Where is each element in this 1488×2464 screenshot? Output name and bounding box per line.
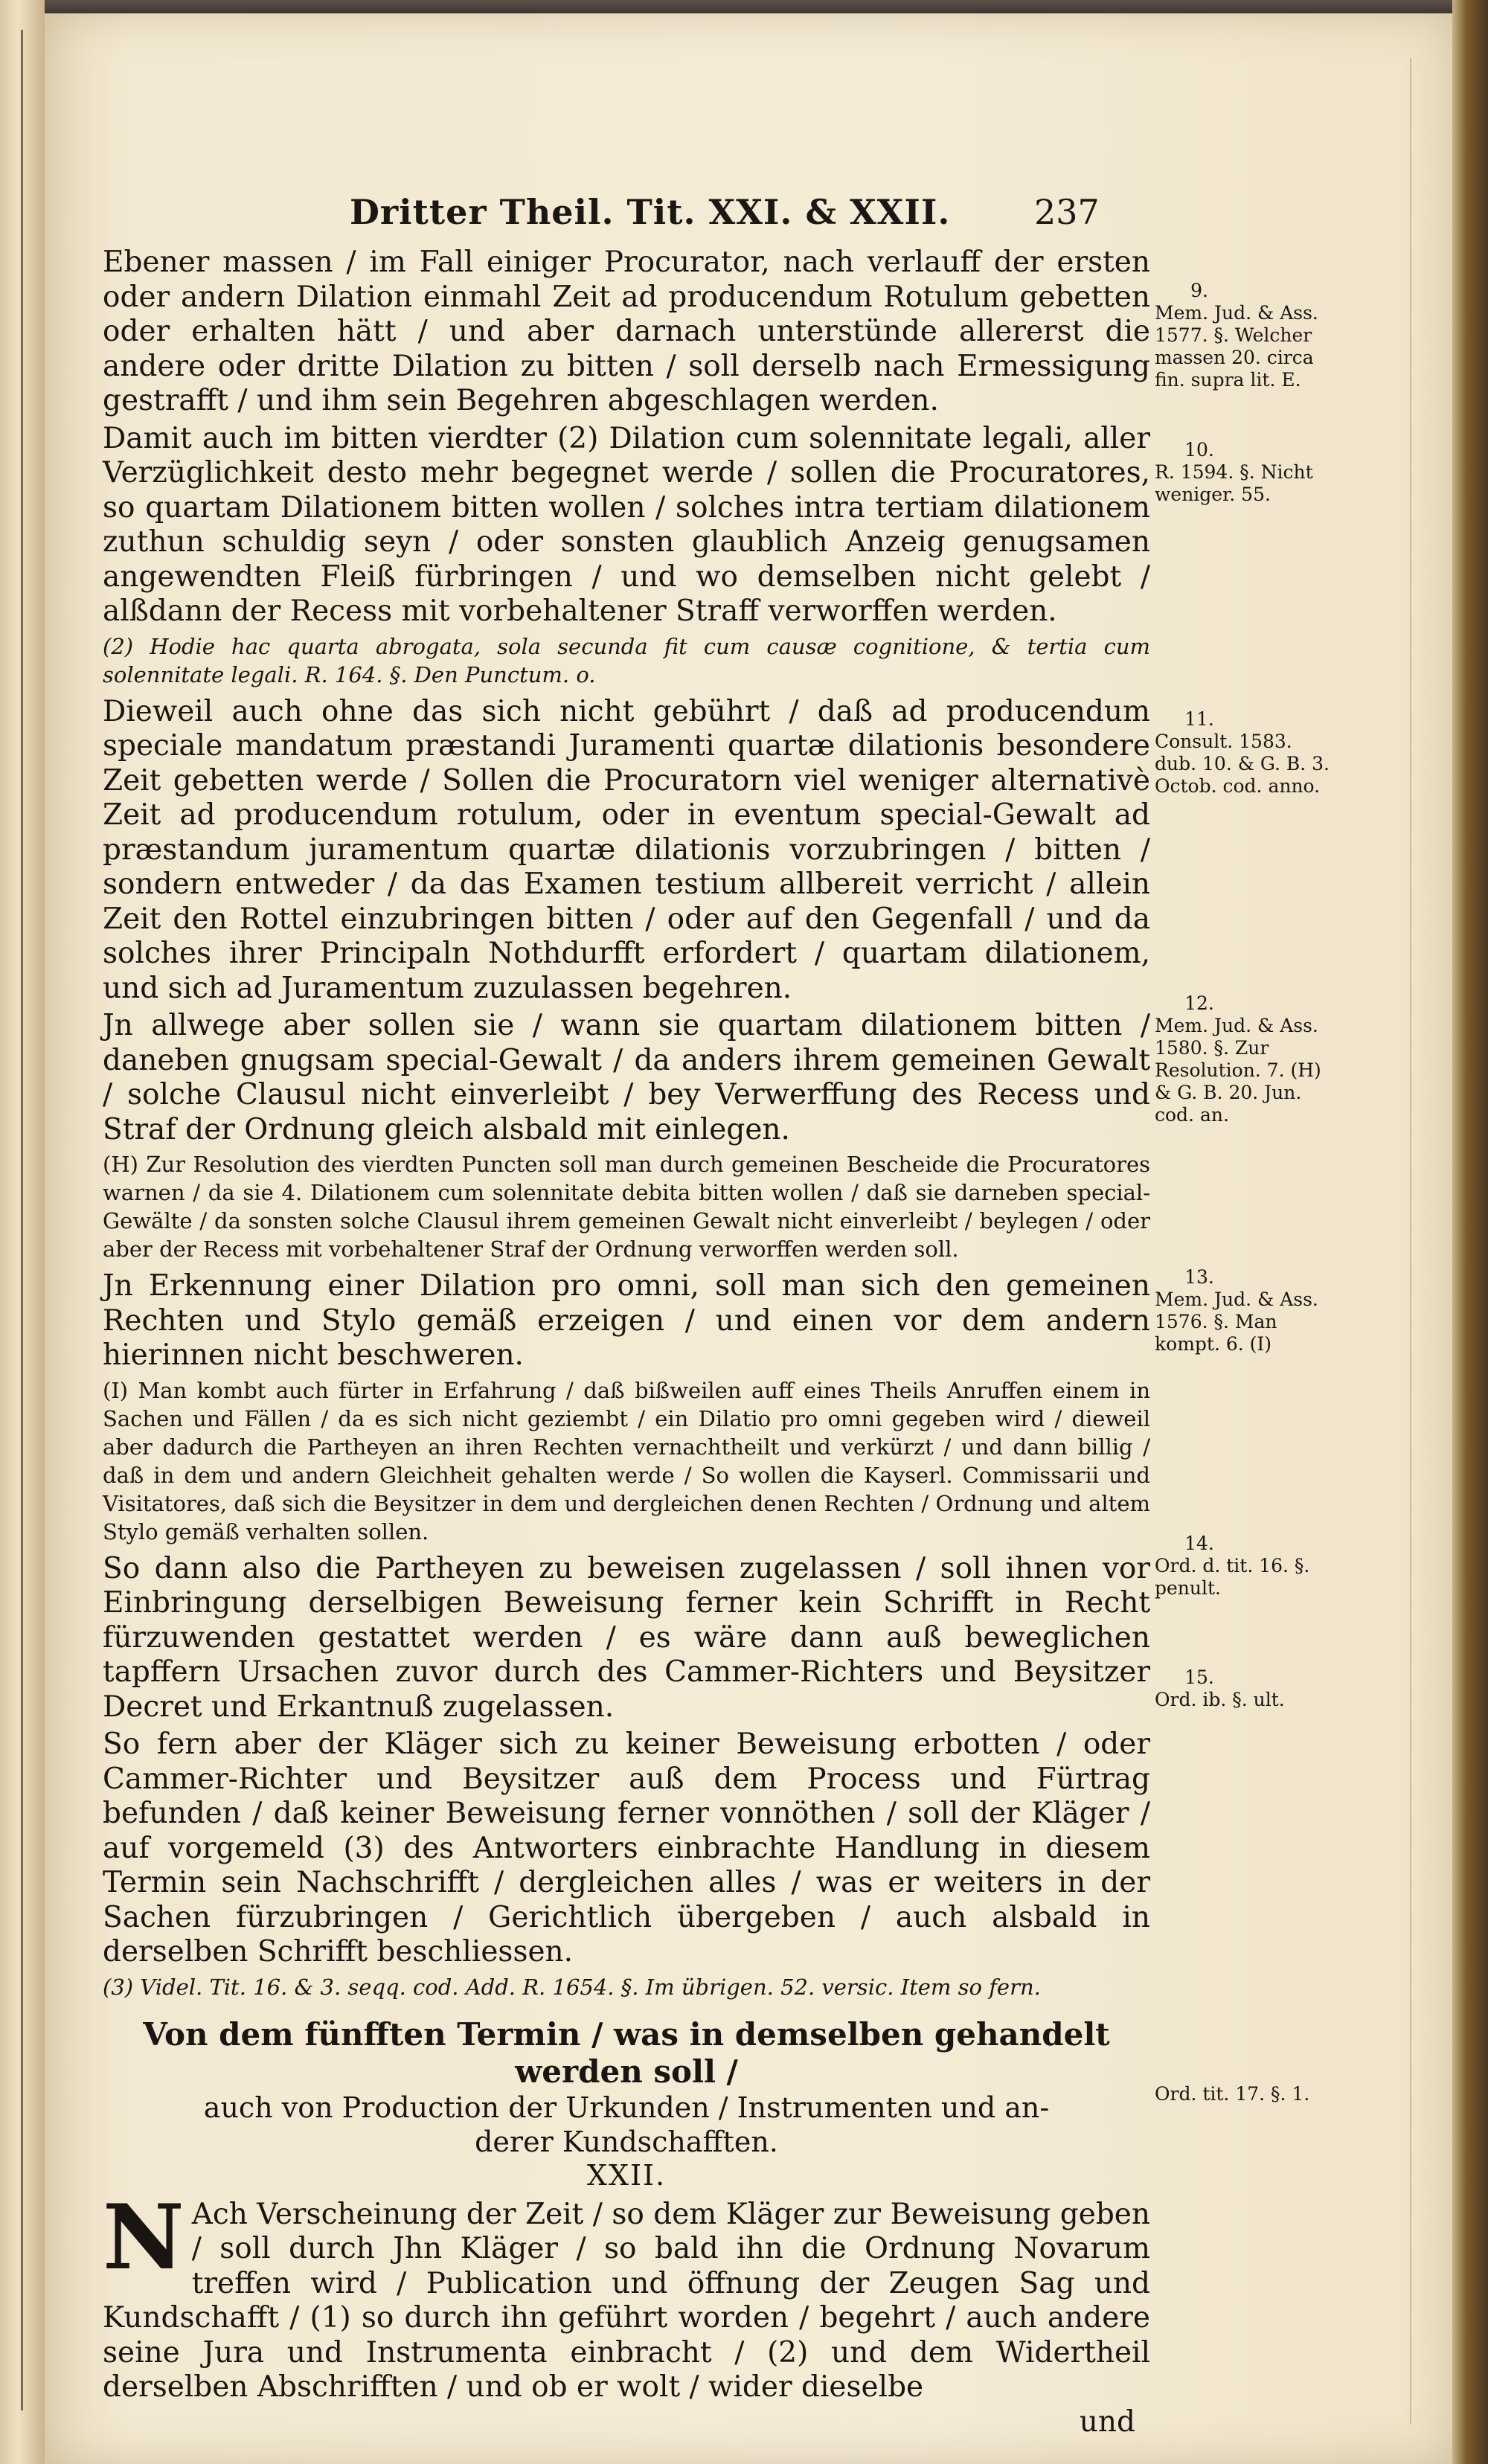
page-fold-line bbox=[1410, 58, 1411, 2424]
margin-note-text: Mem. Jud. & Ass. 1580. §. Zur Resolution. 7. (H) & G. B. 20. Jun. cod. an. bbox=[1155, 1015, 1321, 1126]
paragraph-text: Ach Verscheinung der Zeit / so dem Kläger zur Beweisung geben / soll durch Jhn Kläger / so bald ihn die Ordnung Novarum treffen wird / Publication und öffnung der Zeugen Sag und Kundschafft / (1) so durch ihn geführt worden / begehrt / auch andere seine Jura und Instrumenta einbracht / (2) und dem Widertheil derselben Abschrifften / und ob er wolt / wider dieselbe bbox=[103, 2197, 1150, 2404]
section-number: XXII. bbox=[586, 2158, 667, 2192]
page-header bbox=[350, 192, 1146, 237]
catchword: und bbox=[1079, 2404, 1135, 2439]
margin-note bbox=[1155, 992, 1333, 1126]
drop-cap: N bbox=[103, 2184, 185, 2290]
book-spine bbox=[0, 0, 45, 2464]
margin-note-number: 14. bbox=[1184, 1533, 1214, 1554]
margin-note bbox=[1155, 280, 1333, 391]
margin-note-number: 9. bbox=[1190, 280, 1208, 301]
margin-note-number: 13. bbox=[1184, 1266, 1214, 1288]
paragraph-with-drop-cap bbox=[103, 2184, 1150, 2405]
margin-note-text: Ord. d. tit. 16. §. penult. bbox=[1155, 1555, 1310, 1599]
margin-note-number: 11. bbox=[1184, 708, 1214, 730]
margin-note-text: Mem. Jud. & Ass. 1576. §. Man kompt. 6. (I) bbox=[1155, 1289, 1318, 1355]
margin-note bbox=[1155, 708, 1333, 798]
margin-note-text: Mem. Jud. & Ass. 1577. §. Welcher massen 20. circa fin. supra lit. E. bbox=[1155, 302, 1318, 391]
paragraph: So dann also die Partheyen zu beweisen zugelassen / soll ihnen vor Einbringung derselbigen Beweisung ferner kein Schrifft in Recht fürzuwenden gestattet werden / es wäre dann auß beweglichen tapffern Ursachen zuvor durch des Cammer-Richters und Beysitzer Decret und Erkantnuß zugelassen. bbox=[103, 1551, 1150, 1724]
section-heading: Von dem fünfften Termin / was in demselben gehandelt werden soll / bbox=[143, 2015, 1110, 2090]
paragraph: Jn allwege aber sollen sie / wann sie quartam dilationem bitten / daneben gnugsam special-Gewalt / da anders ihrem gemeinen Gewalt / solche Clausul nicht einverleibt / bey Verwerffung des Recess und Straf der Ordnung gleich alsbald mit einlegen. bbox=[103, 1009, 1150, 1146]
margin-note bbox=[1155, 1266, 1333, 1355]
margin-note-number: 10. bbox=[1184, 439, 1214, 461]
footnote: (I) Man kombt auch fürter in Erfahrung / daß bißweilen auff eines Theils Anruffen einem in Sachen und Fällen / da es sich nicht geziembt / ein Dilatio pro omni gegeben wird / dieweil aber dadurch die Partheyen an ihren Rechten vernachtheilt und verkürzt / und dann billig / daß in dem und andern Gleichheit gehalten werde / So wollen die Kayserl. Commissarii und Visitatores, daß sich die Beysitzer in dem und dergleichen denen Rechten / Ordnung und altem Stylo gemäß verhalten sollen. bbox=[103, 1377, 1150, 1544]
paragraph: Dieweil auch ohne das sich nicht gebührt / daß ad producendum speciale mandatum præstandi Juramenti quartæ dilationis besondere Zeit gebetten werde / Sollen die Procuratorn viel weniger alternativè Zeit ad producendum rotulum, oder in eventum special-Gewalt ad præstandum juramentum quartæ dilationis vorzubringen / bitten / sondern entweder / da das Examen testium allbereit verricht / allein Zeit den Rottel einzubringen bitten / oder auf den Gegenfall / und da solches ihrer Principaln Nothdurfft erfordert / quartam dilationem, und sich ad Juramentum zuzulassen begehren. bbox=[103, 694, 1150, 1005]
margin-note-number: 15. bbox=[1184, 1666, 1214, 1688]
section-subheading: auch von Production der Urkunden / Instrumenten und an- bbox=[203, 2091, 1050, 2124]
footnote: (2) Hodie hac quarta abrogata, sola secunda fit cum causæ cognitione, & tertia cum solennitate legali. R. 164. §. Den Punctum. o. bbox=[103, 633, 1150, 687]
margin-note bbox=[1155, 1666, 1333, 1711]
margin-note-text: R. 1594. §. Nicht weniger. 55. bbox=[1155, 461, 1313, 505]
paragraph: Damit auch im bitten vierdter (2) Dilation cum solennitate legali, aller Verzüglichkeit desto mehr begegnet werde / sollen die Procuratores, so quartam Dilationem bitten wollen / solches intra tertiam dilationem zuthun schuldig seyn / oder sonsten glaublich Anzeig genugsamen angewendten Fleiß fürbringen / und wo demselben nicht gelebt / alßdann der Recess mit vorbehaltener Straff verworffen werden. bbox=[103, 421, 1150, 628]
page-number: 237 bbox=[1034, 192, 1100, 232]
paragraph: Ebener massen / im Fall einiger Procurator, nach verlauff der ersten oder andern Dilation einmahl Zeit ad producendum Rotulum gebetten oder erhalten hätt / und aber darnach unterstünde allererst die andere oder dritte Dilation zu bitten / soll derselb nach Ermessigung gestrafft / und ihm sein Begehren abgeschlagen werden. bbox=[103, 246, 1150, 417]
spine-rule bbox=[21, 30, 23, 2410]
margin-note-text: Consult. 1583. dub. 10. & G. B. 3. Octob. cod. anno. bbox=[1155, 731, 1330, 797]
running-head: Dritter Theil. Tit. XXI. & XXII. bbox=[350, 192, 951, 232]
margin-note bbox=[1155, 1533, 1333, 1600]
footnote: (H) Zur Resolution des vierdten Puncten soll man durch gemeinen Bescheide die Procuratores warnen / da sie 4. Dilationem cum solennitate debita bitten wollen / daß sie darneben special-Gewälte / da sonsten solche Clausul ihrem gemeinen Gewalt nicht einverleibt / beylegen / oder aber der Recess mit vorbehaltener Straf der Ordnung verworffen werden soll. bbox=[103, 1152, 1150, 1262]
page-stack-edge bbox=[1452, 0, 1488, 2464]
footnote: (3) Videl. Tit. 16. & 3. seqq. cod. Add. R. 1654. §. Im übrigen. 52. versic. Item so fern. bbox=[103, 1974, 1041, 2000]
margin-note bbox=[1155, 2083, 1333, 2105]
paragraph: Jn Erkennung einer Dilation pro omni, soll man sich den gemeinen Rechten und Stylo gemäß erzeigen / und einen vor dem andern hierinnen nicht beschweren. bbox=[103, 1269, 1150, 1372]
margin-note-number: 12. bbox=[1184, 992, 1214, 1014]
main-text bbox=[103, 246, 1150, 2439]
margin-note-text: Ord. ib. §. ult. bbox=[1155, 1689, 1285, 1710]
section-subheading: derer Kundschafften. bbox=[475, 2125, 778, 2158]
margin-note bbox=[1155, 439, 1333, 506]
paragraph: So fern aber der Kläger sich zu keiner Beweisung erbotten / oder Cammer-Richter und Beysitzer auß dem Process und Fürtrag befunden / daß keiner Beweisung ferner vonnöthen / soll der Kläger / auf vorgemeld (3) des Antworters einbrachte Handlung in diesem Termin sein Nachschrifft / dergleichen alles / was er weiters in der Sachen fürzubringen / Gerichtlich übergeben / auch alsbald in derselben Schrifft beschliessen. bbox=[103, 1727, 1150, 1969]
margin-note-text: Ord. tit. 17. §. 1. bbox=[1155, 2083, 1310, 2105]
